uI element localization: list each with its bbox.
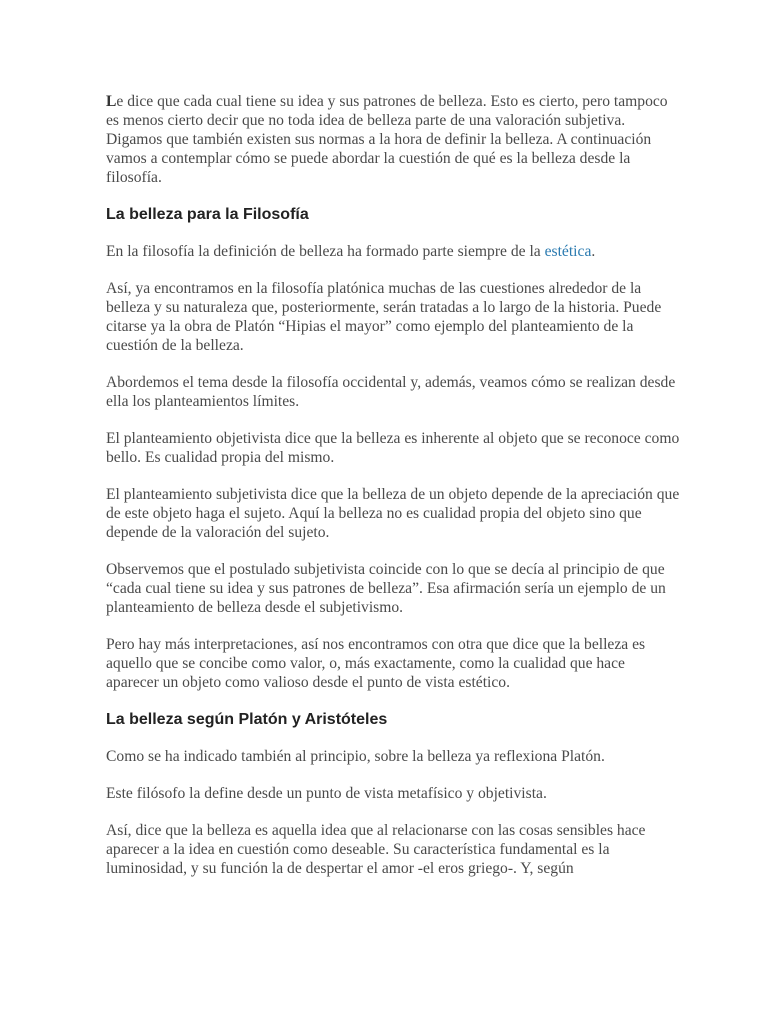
paragraph-interpretaciones: Pero hay más interpretaciones, así nos encontramos con otra que dice que la belleza es aquello que se concibe como valor, o, más exactamente, como la cualidad que hace aparecer un objeto como valioso desde el punto de vista estético. [106,636,646,691]
paragraph-postulado: Observemos que el postulado subjetivista coincide con lo que se decía al principio de que “cada cual tiene su idea y sus patrones de belleza”. Esa afirmación sería un ejemplo de un planteamiento de belleza desde el subjetivismo. [106,561,666,616]
paragraph-luminosidad: Así, dice que la belleza es aquella idea que al relacionarse con las cosas sensibles hace aparecer a la idea en cuestión como deseable. Su característica fundamental es la luminosidad, y su función la de despertar el amor -el eros griego-. Y, según [106,822,646,877]
intro-text: e dice que cada cual tiene su idea y sus patrones de belleza. Esto es cierto, pero tampoco es menos cierto decir que no toda idea de belleza parte de una valoración subjetiva. Digamos que también existen sus normas a la hora de definir la belleza. A continuación vamos a contemplar cómo se puede abordar la cuestión de qué es la belleza desde la filosofía. [106,93,668,186]
paragraph-platon-reflexiona: Como se ha indicado también al principio, sobre la belleza ya reflexiona Platón. [106,748,605,765]
paragraph-text: En la filosofía la definición de belleza ha formado parte siempre de la [106,243,545,260]
paragraph-subjetivista: El planteamiento subjetivista dice que la belleza de un objeto depende de la apreciación que de este objeto haga el sujeto. Aquí la belleza no es cualidad propia del objeto sino que depende de la valoración del sujeto. [106,486,680,541]
article [106,92,680,1022]
intro-paragraph [106,92,680,187]
paragraph-text: . [591,243,596,260]
estetica-link[interactable]: estética [544,243,592,260]
drop-cap: L [106,93,117,110]
paragraph-metafisico: Este filósofo la define desde un punto de vista metafísico y objetivista. [106,785,547,802]
article-body [106,92,680,1022]
section-heading-platon-aristoteles: La belleza según Platón y Aristóteles [106,711,388,728]
paragraph-estetica [106,242,680,261]
paragraph-platonica: Así, ya encontramos en la filosofía platónica muchas de las cuestiones alrededor de la belleza y su naturaleza que, posteriormente, serán tratadas a lo largo de la historia. Puede citarse ya la obra de Platón “Hipias el mayor” como ejemplo del planteamiento de la cuestión de la belleza. [106,280,662,354]
paragraph-occidental: Abordemos el tema desde la filosofía occidental y, además, veamos cómo se realizan desde ella los planteamientos límites. [106,374,676,410]
section-heading-filosofia: La belleza para la Filosofía [106,206,309,223]
paragraph-objetivista: El planteamiento objetivista dice que la belleza es inherente al objeto que se reconoce como bello. Es cualidad propia del mismo. [106,430,680,466]
